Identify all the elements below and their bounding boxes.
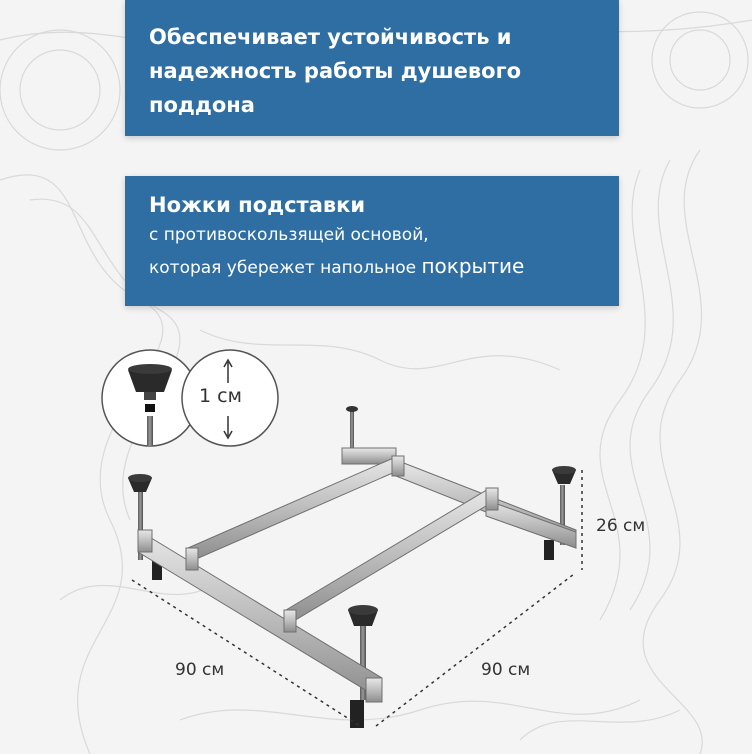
- legs-description-line-2-main: которая убережет напольное: [149, 258, 417, 278]
- foot-detail-callout: [102, 350, 278, 446]
- dimension-width-right: 90 см: [481, 660, 531, 680]
- legs-title: Ножки подставки: [149, 193, 366, 217]
- dimension-height: 26 см: [596, 516, 646, 536]
- legs-description-line-1: с противоскользящей основой,: [149, 225, 429, 245]
- dimension-width-left: 90 см: [175, 660, 225, 680]
- legs-card: [125, 176, 619, 306]
- legs-description-line-2: [149, 253, 524, 281]
- stability-text: Обеспечивает устойчивость и надежность работы душевого поддона: [149, 25, 522, 117]
- callout-height-label: 1 см: [199, 385, 242, 407]
- legs-description-line-2-emphasis: покрытие: [421, 254, 525, 278]
- stability-card: [125, 0, 619, 136]
- frame-illustration: [0, 330, 752, 754]
